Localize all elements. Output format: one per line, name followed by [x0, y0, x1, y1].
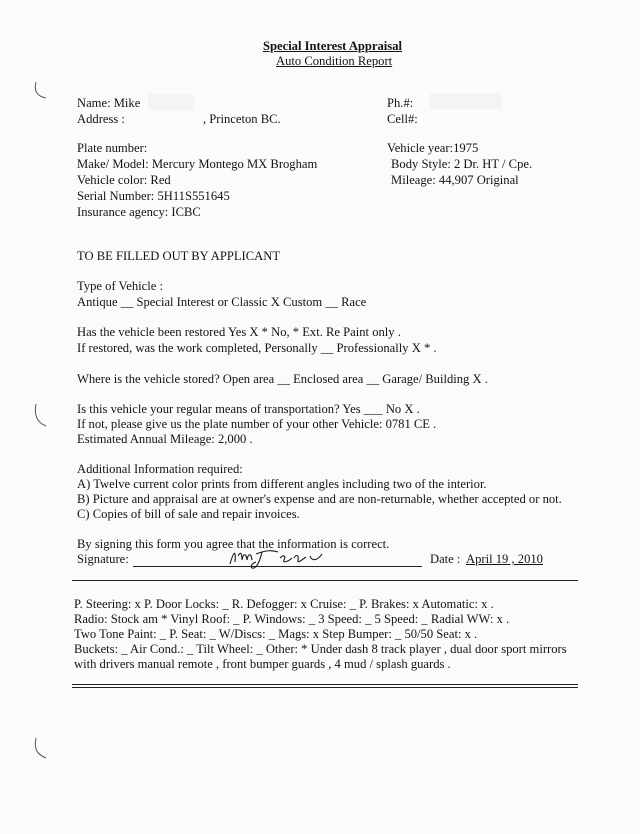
owner-name: Name: Mike: [77, 96, 141, 110]
options-line-1: P. Steering: x P. Door Locks: _ R. Defogger: x Cruise: _ P. Brakes: x Automatic: x .: [74, 597, 494, 611]
transport-question: Is this vehicle your regular means of transportation? Yes ___ No X .: [77, 402, 420, 416]
options-line-4: Buckets: _ Air Cond.: _ Tilt Wheel: _ Other: * Under dash 8 track player , dual door sport mirrors: [74, 642, 567, 656]
restored-by-question: If restored, was the work completed, Personally __ Professionally X * .: [77, 341, 437, 355]
owner-address-label: Address :: [77, 112, 125, 126]
applicant-heading: TO BE FILLED OUT BY APPLICANT: [77, 249, 281, 263]
redacted-name: [148, 94, 194, 110]
form-subtitle: Auto Condition Report: [276, 54, 393, 68]
binder-hole-mark: [28, 78, 50, 106]
options-line-2: Radio: Stock am * Vinyl Roof: _ P. Windows: _ 3 Speed: _ 5 Speed: _ Radial WW: x .: [74, 612, 510, 626]
handwritten-signature: [226, 546, 326, 570]
redacted-phone: [430, 93, 502, 109]
vehicle-mileage: Mileage: 44,907 Original: [391, 173, 519, 187]
section-divider-top: [72, 580, 578, 581]
restored-question: Has the vehicle been restored Yes X * No, * Ext. Re Paint only .: [77, 325, 401, 339]
vehicle-type-line: Antique __ Special Interest or Classic X Custom __ Race: [77, 295, 367, 309]
binder-hole-mark: [28, 400, 50, 434]
form-title: Special Interest Appraisal: [263, 39, 403, 53]
additional-item-a: A) Twelve current color prints from different angles including two of the interior.: [77, 477, 487, 491]
vehicle-make-model: Make/ Model: Mercury Montego MX Brogham: [77, 157, 318, 171]
storage-question: Where is the vehicle stored? Open area __ Enclosed area __ Garage/ Building X .: [77, 372, 488, 386]
annual-mileage: Estimated Annual Mileage: 2,000 .: [77, 432, 253, 446]
vehicle-body-style: Body Style: 2 Dr. HT / Cpe.: [391, 157, 533, 171]
binder-hole-mark: [28, 734, 50, 764]
additional-heading: Additional Information required:: [77, 462, 243, 476]
date-value: April 19 , 2010: [466, 552, 543, 566]
owner-cell-label: Cell#:: [387, 112, 418, 126]
owner-address-value: , Princeton BC.: [203, 112, 281, 126]
additional-item-b: B) Picture and appraisal are at owner's expense and are non-returnable, whether accepted or not.: [77, 492, 562, 506]
vehicle-color: Vehicle color: Red: [77, 173, 171, 187]
vehicle-insurance: Insurance agency: ICBC: [77, 205, 201, 219]
section-divider-bottom-2: [72, 687, 578, 688]
vehicle-year: Vehicle year:1975: [387, 141, 479, 155]
section-divider-bottom-1: [72, 684, 578, 685]
options-line-5: with drivers manual remote , front bumper guards , 4 mud / splash guards .: [74, 657, 451, 671]
owner-phone-label: Ph.#:: [387, 96, 414, 110]
signature-label: Signature:: [77, 552, 129, 566]
additional-item-c: C) Copies of bill of sale and repair invoices.: [77, 507, 300, 521]
options-line-3: Two Tone Paint: _ P. Seat: _ W/Discs: _ Mags: x Step Bumper: _ 50/50 Seat: x .: [74, 627, 478, 641]
vehicle-serial: Serial Number: 5H11S551645: [77, 189, 230, 203]
agreement-statement: By signing this form you agree that the information is correct.: [77, 537, 390, 551]
date-label: Date :: [430, 552, 461, 566]
other-plate-question: If not, please give us the plate number of your other Vehicle: 0781 CE .: [77, 417, 437, 431]
vehicle-plate: Plate number:: [77, 141, 148, 155]
vehicle-type-label: Type of Vehicle :: [77, 279, 163, 293]
